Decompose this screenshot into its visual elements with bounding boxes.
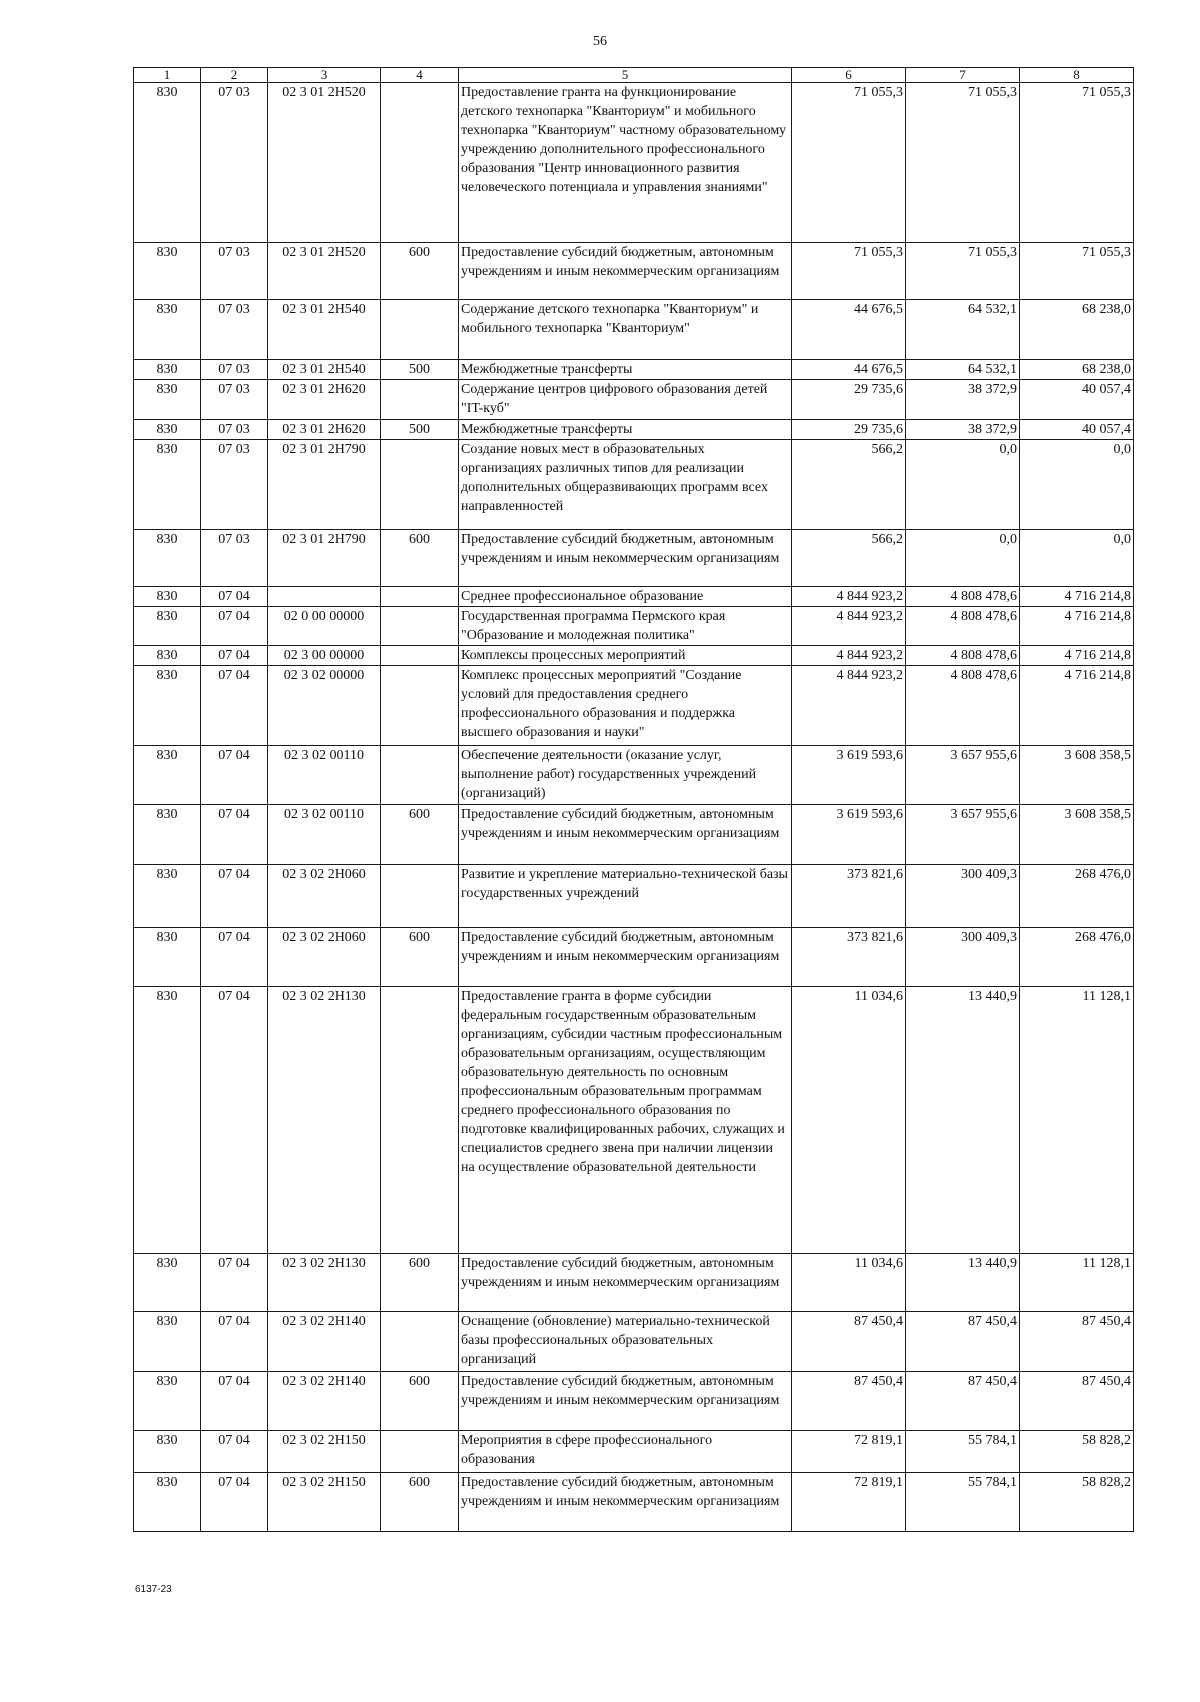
cell-amount-year-2: 38 372,9 [906, 420, 1020, 440]
cell-section-code: 07 03 [201, 420, 268, 440]
table-row [134, 440, 1134, 530]
cell-amount-year-1: 72 819,1 [792, 1473, 906, 1532]
cell-description: Предоставление гранта на функционирование детского технопарка "Кванториум" и мобильного технопарка "Кванториум" частному образовательному учреждению дополнительного профессионального образования "Центр инновационного развития человеческого потенциала и управления знаниями" [459, 83, 792, 243]
table-row [134, 987, 1134, 1254]
cell-target-article: 02 3 02 00000 [268, 666, 381, 746]
table-row [134, 243, 1134, 300]
cell-ministry-code: 830 [134, 440, 201, 530]
cell-description: Создание новых мест в образовательных организациях различных типов для реализации дополнительных общеразвивающих программ всех направленностей [459, 440, 792, 530]
cell-section-code: 07 04 [201, 987, 268, 1254]
cell-target-article: 02 3 02 2Н130 [268, 1254, 381, 1312]
cell-amount-year-3: 58 828,2 [1020, 1431, 1134, 1473]
cell-amount-year-2: 3 657 955,6 [906, 746, 1020, 805]
cell-expense-type: 600 [381, 1254, 459, 1312]
cell-ministry-code: 830 [134, 607, 201, 646]
cell-amount-year-1: 11 034,6 [792, 1254, 906, 1312]
cell-amount-year-2: 4 808 478,6 [906, 587, 1020, 607]
cell-description: Содержание детского технопарка "Кванториум" и мобильного технопарка "Кванториум" [459, 300, 792, 360]
cell-amount-year-3: 3 608 358,5 [1020, 805, 1134, 865]
cell-expense-type [381, 83, 459, 243]
header-col-5: 5 [459, 68, 792, 83]
cell-amount-year-1: 72 819,1 [792, 1431, 906, 1473]
header-col-3: 3 [268, 68, 381, 83]
cell-amount-year-2: 4 808 478,6 [906, 646, 1020, 666]
cell-description: Межбюджетные трансферты [459, 360, 792, 380]
cell-expense-type [381, 440, 459, 530]
table-row [134, 587, 1134, 607]
table-row [134, 646, 1134, 666]
cell-amount-year-1: 87 450,4 [792, 1372, 906, 1431]
cell-expense-type [381, 987, 459, 1254]
cell-amount-year-3: 11 128,1 [1020, 1254, 1134, 1312]
cell-amount-year-1: 29 735,6 [792, 380, 906, 420]
cell-ministry-code: 830 [134, 420, 201, 440]
cell-description: Предоставление субсидий бюджетным, автономным учреждениям и иным некоммерческим организациям [459, 928, 792, 987]
header-col-8: 8 [1020, 68, 1134, 83]
cell-description: Предоставление гранта в форме субсидии федеральным государственным образовательным организациям, субсидии частным профессиональным образовательным организациям, осуществляющим образовательную деятельность по основным профессиональным образовательным программам среднего профессионального образования по подготовке квалифицированных рабочих, служащих и специалистов среднего звена при наличии лицензии на осуществление образовательной деятельности [459, 987, 792, 1254]
cell-target-article: 02 3 01 2Н620 [268, 420, 381, 440]
cell-amount-year-2: 87 450,4 [906, 1372, 1020, 1431]
cell-amount-year-1: 373 821,6 [792, 928, 906, 987]
cell-amount-year-3: 4 716 214,8 [1020, 587, 1134, 607]
cell-expense-type [381, 587, 459, 607]
cell-section-code: 07 04 [201, 865, 268, 928]
cell-target-article: 02 3 02 00110 [268, 805, 381, 865]
cell-expense-type: 500 [381, 360, 459, 380]
cell-description: Межбюджетные трансферты [459, 420, 792, 440]
table-body [134, 83, 1134, 1532]
header-col-7: 7 [906, 68, 1020, 83]
cell-section-code: 07 04 [201, 587, 268, 607]
cell-expense-type: 600 [381, 530, 459, 587]
cell-section-code: 07 03 [201, 243, 268, 300]
cell-expense-type [381, 746, 459, 805]
cell-amount-year-3: 4 716 214,8 [1020, 607, 1134, 646]
document-code: 6137-23 [135, 1584, 172, 1595]
cell-amount-year-3: 40 057,4 [1020, 380, 1134, 420]
header-col-2: 2 [201, 68, 268, 83]
cell-section-code: 07 03 [201, 530, 268, 587]
cell-amount-year-2: 13 440,9 [906, 1254, 1020, 1312]
cell-amount-year-2: 87 450,4 [906, 1312, 1020, 1372]
cell-amount-year-3: 268 476,0 [1020, 865, 1134, 928]
cell-amount-year-1: 4 844 923,2 [792, 646, 906, 666]
cell-amount-year-2: 38 372,9 [906, 380, 1020, 420]
cell-amount-year-1: 566,2 [792, 440, 906, 530]
page-number: 56 [593, 34, 607, 49]
header-col-6: 6 [792, 68, 906, 83]
cell-amount-year-1: 566,2 [792, 530, 906, 587]
cell-amount-year-3: 4 716 214,8 [1020, 666, 1134, 746]
cell-expense-type [381, 865, 459, 928]
table-row [134, 746, 1134, 805]
cell-amount-year-3: 68 238,0 [1020, 300, 1134, 360]
cell-target-article: 02 3 02 00110 [268, 746, 381, 805]
cell-description: Предоставление субсидий бюджетным, автономным учреждениям и иным некоммерческим организациям [459, 530, 792, 587]
cell-amount-year-2: 55 784,1 [906, 1473, 1020, 1532]
cell-amount-year-2: 4 808 478,6 [906, 666, 1020, 746]
cell-section-code: 07 04 [201, 1312, 268, 1372]
cell-amount-year-1: 29 735,6 [792, 420, 906, 440]
table-row [134, 1473, 1134, 1532]
table-row [134, 1372, 1134, 1431]
cell-expense-type [381, 646, 459, 666]
cell-target-article: 02 3 02 2Н140 [268, 1372, 381, 1431]
cell-section-code: 07 03 [201, 83, 268, 243]
cell-amount-year-3: 40 057,4 [1020, 420, 1134, 440]
table-row [134, 420, 1134, 440]
cell-description: Комплекс процессных мероприятий "Создание условий для предоставления среднего профессионального образования и поддержка высшего образования и науки" [459, 666, 792, 746]
cell-expense-type [381, 1431, 459, 1473]
cell-amount-year-1: 373 821,6 [792, 865, 906, 928]
cell-amount-year-2: 0,0 [906, 530, 1020, 587]
table-row [134, 865, 1134, 928]
cell-target-article: 02 3 02 2Н130 [268, 987, 381, 1254]
cell-amount-year-1: 4 844 923,2 [792, 607, 906, 646]
table-row [134, 530, 1134, 587]
header-row [134, 68, 1134, 83]
cell-ministry-code: 830 [134, 1254, 201, 1312]
cell-amount-year-3: 87 450,4 [1020, 1312, 1134, 1372]
table-row [134, 1312, 1134, 1372]
cell-target-article: 02 3 01 2Н520 [268, 83, 381, 243]
cell-amount-year-3: 11 128,1 [1020, 987, 1134, 1254]
cell-ministry-code: 830 [134, 1431, 201, 1473]
cell-target-article: 02 3 00 00000 [268, 646, 381, 666]
cell-target-article: 02 3 02 2Н150 [268, 1431, 381, 1473]
cell-target-article: 02 3 02 2Н060 [268, 865, 381, 928]
cell-ministry-code: 830 [134, 587, 201, 607]
cell-expense-type [381, 666, 459, 746]
cell-description: Содержание центров цифрового образования детей "IT-куб" [459, 380, 792, 420]
cell-amount-year-3: 3 608 358,5 [1020, 746, 1134, 805]
cell-amount-year-1: 4 844 923,2 [792, 666, 906, 746]
cell-description: Предоставление субсидий бюджетным, автономным учреждениям и иным некоммерческим организациям [459, 243, 792, 300]
table-row [134, 607, 1134, 646]
cell-description: Предоставление субсидий бюджетным, автономным учреждениям и иным некоммерческим организациям [459, 1473, 792, 1532]
cell-target-article: 02 3 02 2Н060 [268, 928, 381, 987]
cell-target-article: 02 3 02 2Н150 [268, 1473, 381, 1532]
table-row [134, 1431, 1134, 1473]
cell-amount-year-3: 0,0 [1020, 440, 1134, 530]
cell-amount-year-2: 4 808 478,6 [906, 607, 1020, 646]
cell-amount-year-3: 0,0 [1020, 530, 1134, 587]
cell-expense-type: 600 [381, 1372, 459, 1431]
cell-target-article: 02 3 01 2Н790 [268, 440, 381, 530]
cell-ministry-code: 830 [134, 666, 201, 746]
table-row [134, 666, 1134, 746]
cell-target-article: 02 3 01 2Н540 [268, 360, 381, 380]
cell-amount-year-2: 71 055,3 [906, 83, 1020, 243]
cell-amount-year-3: 268 476,0 [1020, 928, 1134, 987]
cell-section-code: 07 03 [201, 380, 268, 420]
cell-ministry-code: 830 [134, 928, 201, 987]
cell-section-code: 07 04 [201, 1372, 268, 1431]
cell-amount-year-2: 71 055,3 [906, 243, 1020, 300]
cell-amount-year-1: 11 034,6 [792, 987, 906, 1254]
cell-amount-year-1: 71 055,3 [792, 83, 906, 243]
cell-section-code: 07 04 [201, 607, 268, 646]
cell-description: Развитие и укрепление материально-технической базы государственных учреждений [459, 865, 792, 928]
table-row [134, 380, 1134, 420]
cell-amount-year-2: 55 784,1 [906, 1431, 1020, 1473]
cell-ministry-code: 830 [134, 360, 201, 380]
cell-ministry-code: 830 [134, 746, 201, 805]
cell-amount-year-2: 64 532,1 [906, 360, 1020, 380]
table-row [134, 360, 1134, 380]
cell-description: Среднее профессиональное образование [459, 587, 792, 607]
cell-ministry-code: 830 [134, 805, 201, 865]
cell-description: Обеспечение деятельности (оказание услуг, выполнение работ) государственных учреждений (организаций) [459, 746, 792, 805]
cell-section-code: 07 04 [201, 1431, 268, 1473]
cell-expense-type: 600 [381, 928, 459, 987]
cell-section-code: 07 04 [201, 666, 268, 746]
cell-ministry-code: 830 [134, 83, 201, 243]
cell-target-article: 02 3 01 2Н540 [268, 300, 381, 360]
cell-description: Мероприятия в сфере профессионального образования [459, 1431, 792, 1473]
table-row [134, 928, 1134, 987]
table-row [134, 1254, 1134, 1312]
cell-amount-year-3: 71 055,3 [1020, 243, 1134, 300]
cell-amount-year-3: 58 828,2 [1020, 1473, 1134, 1532]
cell-section-code: 07 04 [201, 1254, 268, 1312]
cell-section-code: 07 04 [201, 646, 268, 666]
cell-amount-year-3: 71 055,3 [1020, 83, 1134, 243]
cell-description: Предоставление субсидий бюджетным, автономным учреждениям и иным некоммерческим организациям [459, 1372, 792, 1431]
cell-ministry-code: 830 [134, 530, 201, 587]
cell-section-code: 07 04 [201, 928, 268, 987]
cell-amount-year-3: 68 238,0 [1020, 360, 1134, 380]
cell-section-code: 07 03 [201, 300, 268, 360]
cell-ministry-code: 830 [134, 300, 201, 360]
cell-expense-type [381, 300, 459, 360]
cell-amount-year-3: 87 450,4 [1020, 1372, 1134, 1431]
cell-section-code: 07 04 [201, 805, 268, 865]
cell-amount-year-1: 44 676,5 [792, 360, 906, 380]
cell-section-code: 07 03 [201, 440, 268, 530]
cell-target-article [268, 587, 381, 607]
cell-expense-type: 600 [381, 805, 459, 865]
table-row [134, 805, 1134, 865]
cell-section-code: 07 04 [201, 746, 268, 805]
cell-description: Государственная программа Пермского края "Образование и молодежная политика" [459, 607, 792, 646]
cell-description: Комплексы процессных мероприятий [459, 646, 792, 666]
cell-description: Предоставление субсидий бюджетным, автономным учреждениям и иным некоммерческим организациям [459, 1254, 792, 1312]
cell-amount-year-1: 4 844 923,2 [792, 587, 906, 607]
cell-amount-year-1: 87 450,4 [792, 1312, 906, 1372]
cell-amount-year-2: 0,0 [906, 440, 1020, 530]
cell-amount-year-1: 3 619 593,6 [792, 805, 906, 865]
cell-target-article: 02 0 00 00000 [268, 607, 381, 646]
cell-target-article: 02 3 02 2Н140 [268, 1312, 381, 1372]
header-col-1: 1 [134, 68, 201, 83]
cell-amount-year-1: 71 055,3 [792, 243, 906, 300]
cell-description: Предоставление субсидий бюджетным, автономным учреждениям и иным некоммерческим организациям [459, 805, 792, 865]
budget-table [133, 67, 1134, 1532]
cell-amount-year-1: 44 676,5 [792, 300, 906, 360]
cell-ministry-code: 830 [134, 987, 201, 1254]
header-col-4: 4 [381, 68, 459, 83]
cell-ministry-code: 830 [134, 1312, 201, 1372]
cell-expense-type [381, 607, 459, 646]
cell-expense-type: 600 [381, 243, 459, 300]
cell-target-article: 02 3 01 2Н520 [268, 243, 381, 300]
cell-expense-type: 600 [381, 1473, 459, 1532]
cell-ministry-code: 830 [134, 1372, 201, 1431]
table-row [134, 83, 1134, 243]
cell-amount-year-1: 3 619 593,6 [792, 746, 906, 805]
cell-ministry-code: 830 [134, 1473, 201, 1532]
cell-ministry-code: 830 [134, 380, 201, 420]
cell-description: Оснащение (обновление) материально-технической базы профессиональных образовательных организаций [459, 1312, 792, 1372]
cell-ministry-code: 830 [134, 243, 201, 300]
cell-amount-year-2: 64 532,1 [906, 300, 1020, 360]
cell-expense-type [381, 1312, 459, 1372]
table-row [134, 300, 1134, 360]
cell-expense-type [381, 380, 459, 420]
cell-amount-year-2: 13 440,9 [906, 987, 1020, 1254]
cell-amount-year-2: 300 409,3 [906, 865, 1020, 928]
cell-expense-type: 500 [381, 420, 459, 440]
cell-target-article: 02 3 01 2Н790 [268, 530, 381, 587]
cell-amount-year-2: 300 409,3 [906, 928, 1020, 987]
cell-target-article: 02 3 01 2Н620 [268, 380, 381, 420]
cell-section-code: 07 03 [201, 360, 268, 380]
cell-section-code: 07 04 [201, 1473, 268, 1532]
cell-amount-year-2: 3 657 955,6 [906, 805, 1020, 865]
cell-ministry-code: 830 [134, 865, 201, 928]
cell-ministry-code: 830 [134, 646, 201, 666]
cell-amount-year-3: 4 716 214,8 [1020, 646, 1134, 666]
